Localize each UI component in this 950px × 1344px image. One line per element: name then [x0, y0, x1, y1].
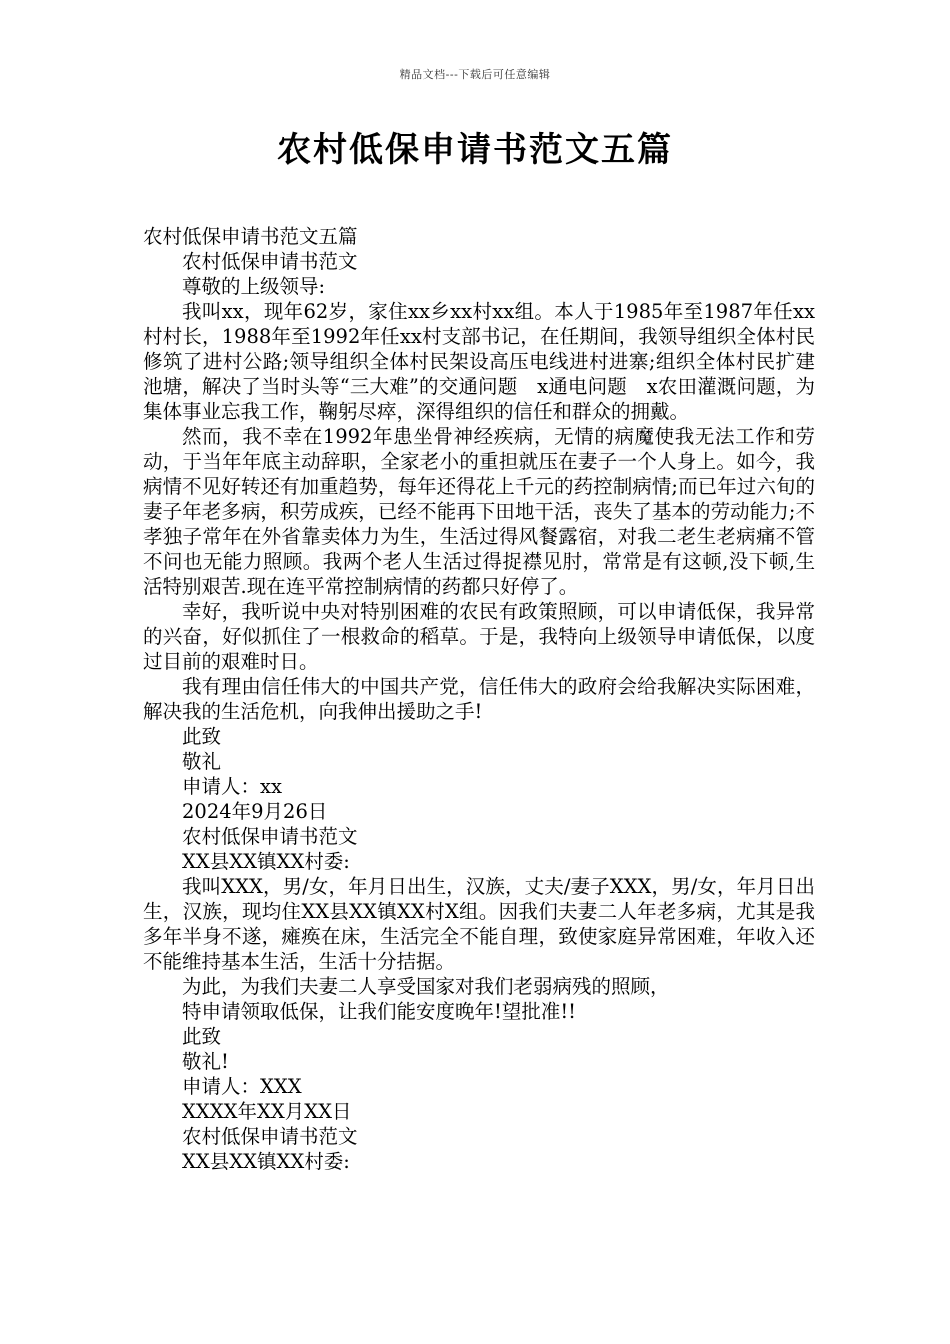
- header-note: 精品文档---下载后可任意编辑: [399, 68, 551, 81]
- paragraph: 然而，我不幸在1992年患坐骨神经疾病，无情的病魔使我无法工作和劳动，于当年年底主动辞职，全家老小的重担就压在妻子一个人身上。如今，我病情不见好转还有加重趋势，每年还得花上千元的药控制病情;而已年过六旬的妻子年老多病，积劳成疾，已经不能再下田地干活，丧失了基本的劳动能力;不孝独子常年在外省靠卖体力为生，生活过得风餐露宿，对我二老生老病痛不管不问也无能力照顾。我两个老人生活过得捉襟见肘，常常是有这顿,没下顿,生活特别艰苦.现在连平常控制病情的药都只好停了。: [143, 425, 815, 598]
- section-heading: 农村低保申请书范文: [182, 825, 358, 848]
- paragraph: 我叫XXX，男/女，年月日出生，汉族，丈夫/妻子XXX，男/女，年月日出生，汉族，现均住XX县XX镇XX村X组。因我们夫妻二人年老多病，尤其是我多年半身不遂，瘫痪在床，生活完全不能自理，致使家庭异常困难，年收入还不能维持基本生活，生活十分拮据。: [143, 875, 815, 973]
- date-line: XXXX年XX月XX日: [182, 1100, 352, 1123]
- paragraph: 幸好，我听说中央对特别困难的农民有政策照顾，可以申请低保，我异常的兴奋，好似抓住了一根救命的稻草。于是，我特向上级领导申请低保，以度过目前的艰难时日。: [143, 600, 815, 673]
- applicant-line: 申请人：XXX: [182, 1075, 302, 1098]
- document-title: 农村低保申请书范文五篇: [277, 130, 673, 170]
- paragraph-line: 为此，为我们夫妻二人享受国家对我们老弱病残的照顾，: [182, 975, 670, 998]
- closing-line: 敬礼: [182, 750, 222, 773]
- salutation: XX县XX镇XX村委:: [182, 850, 350, 873]
- salutation: 尊敬的上级领导:: [182, 275, 326, 298]
- paragraph-line: 特申请领取低保，让我们能安度晚年!望批准!!: [182, 1000, 577, 1023]
- closing-line: 此致: [182, 725, 222, 748]
- closing-line: 此致: [182, 1025, 222, 1048]
- document-body: [143, 224, 815, 1174]
- paragraph: 我叫xx，现年62岁，家住xx乡xx村xx组。本人于1985年至1987年任xx村村长，1988年至1992年任xx村支部书记，在任期间，我领导组织全体村民修筑了进村公路;领导组织全体村民架设高压电线进村进寨;组织全体村民扩建池塘，解决了当时头等“三大难”的交通问题 x通电问题 x农田灌溉问题，为集体事业忘我工作，鞠躬尽瘁，深得组织的信任和群众的拥戴。: [143, 300, 815, 423]
- section-heading: 农村低保申请书范文: [182, 250, 358, 273]
- section-heading: 农村低保申请书范文: [182, 1125, 358, 1148]
- salutation: XX县XX镇XX村委:: [182, 1150, 350, 1173]
- applicant-line: 申请人：xx: [182, 775, 282, 798]
- subheading: 农村低保申请书范文五篇: [143, 225, 358, 248]
- closing-line: 敬礼!: [182, 1050, 229, 1073]
- paragraph: 我有理由信任伟大的中国共产党，信任伟大的政府会给我解决实际困难，解决我的生活危机，向我伸出援助之手!: [143, 675, 815, 723]
- date-line: 2024年9月26日: [182, 800, 328, 823]
